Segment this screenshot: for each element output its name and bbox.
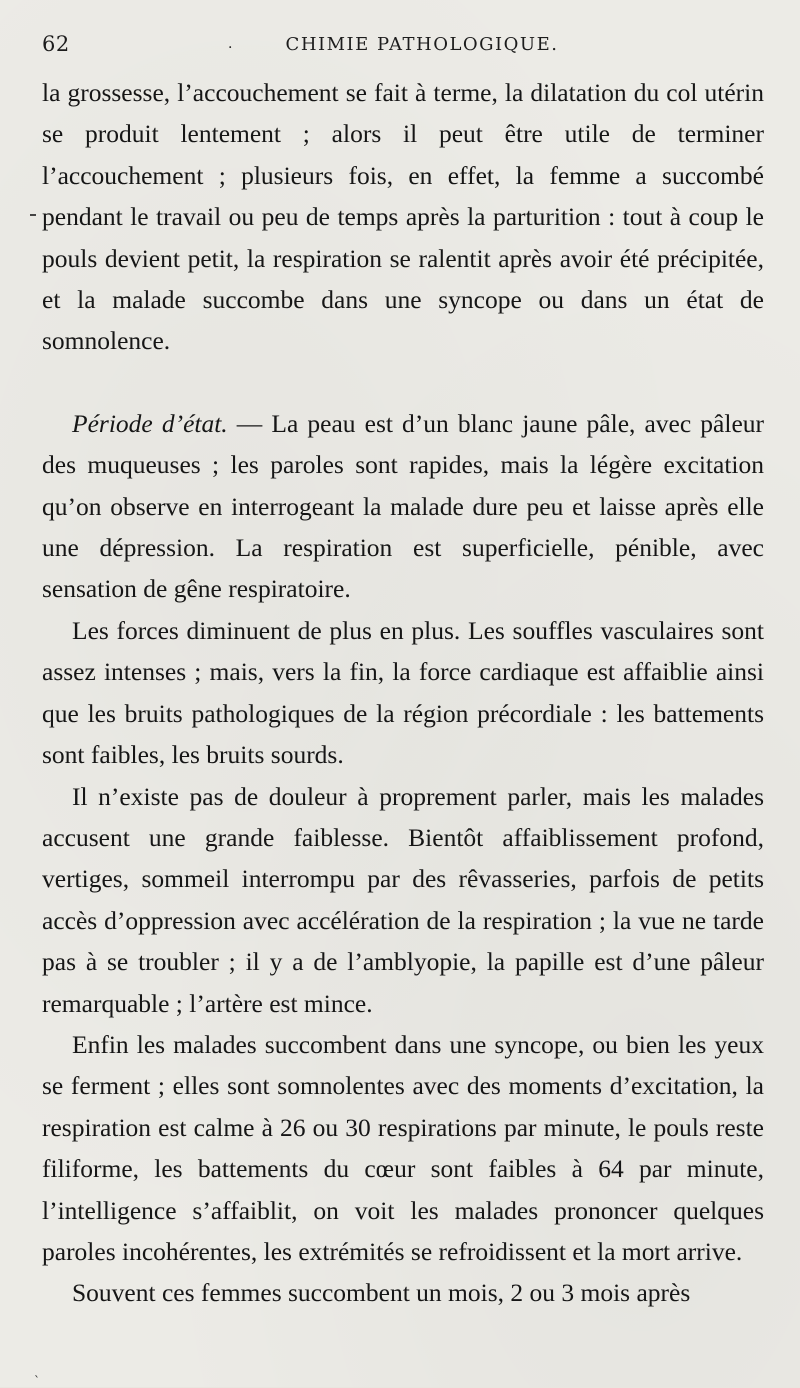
paragraph-3: Les forces diminuent de plus en plus. Les souffles vasculaires sont assez intenses ; mais, vers la fin, la force cardiaque est affaiblie ainsi que les bruits pathologiques de la région précordiale : les battements sont faibles, les bruits sourds. <box>42 615 764 770</box>
running-title: CHIMIE PATHOLOGIQUE. <box>285 34 559 55</box>
page-header <box>42 32 762 62</box>
margin-mark <box>30 214 36 216</box>
paragraph-2-text: — La peau est d’un blanc jaune pâle, avec pâleur des muqueuses ; les paroles sont rapides, mais la légère excitation qu’on observe en interrogeant la malade dure peu et laisse après elle une dépression. La respiration est superficielle, pénible, avec sensation de gêne respiratoire. <box>42 408 764 604</box>
paragraph-2 <box>42 403 764 610</box>
header-separator: · <box>228 40 233 56</box>
bottom-tick-mark: ` <box>34 1374 40 1388</box>
page-number: 62 <box>42 32 70 56</box>
paragraph-1: la grossesse, l’accouchement se fait à terme, la dilatation du col utérin se produit lentement ; alors il peut être utile de terminer l’accouchement ; plusieurs fois, en effet, la femme a succombé pendant le travail ou peu de temps après la parturition : tout à coup le pouls devient petit, la respiration se ralentit après avoir été précipitée, et la malade succombe dans une syncope ou dans un état de somnolence. <box>42 78 764 356</box>
section-heading-periode-detat: Période d’état. <box>72 408 228 438</box>
body-text <box>42 72 764 1314</box>
paragraph-4: Il n’existe pas de douleur à proprement parler, mais les malades accusent une grande faiblesse. Bientôt affaiblissement profond, vertiges, sommeil interrompu par des rêvasseries, parfois de petits accès d’oppression avec accélération de la respiration ; la vue ne tarde pas à se troubler ; il y a de l’amblyopie, la papille est d’une pâleur remarquable ; l’artère est mince. <box>42 781 764 1018</box>
paragraph-6: Souvent ces femmes succombent un mois, 2 ou 3 mois après <box>72 1278 691 1308</box>
paragraph-5: Enfin les malades succombent dans une syncope, ou bien les yeux se ferment ; elles sont somnolentes avec des moments d’excitation, la respiration est calme à 26 ou 30 respirations par minute, le pouls reste filiforme, les battements du cœur sont faibles à 64 par minute, l’intelligence s’affaiblit, on voit les malades prononcer quelques paroles incohérentes, les extrémités se refroidissent et la mort arrive. <box>42 1029 764 1266</box>
